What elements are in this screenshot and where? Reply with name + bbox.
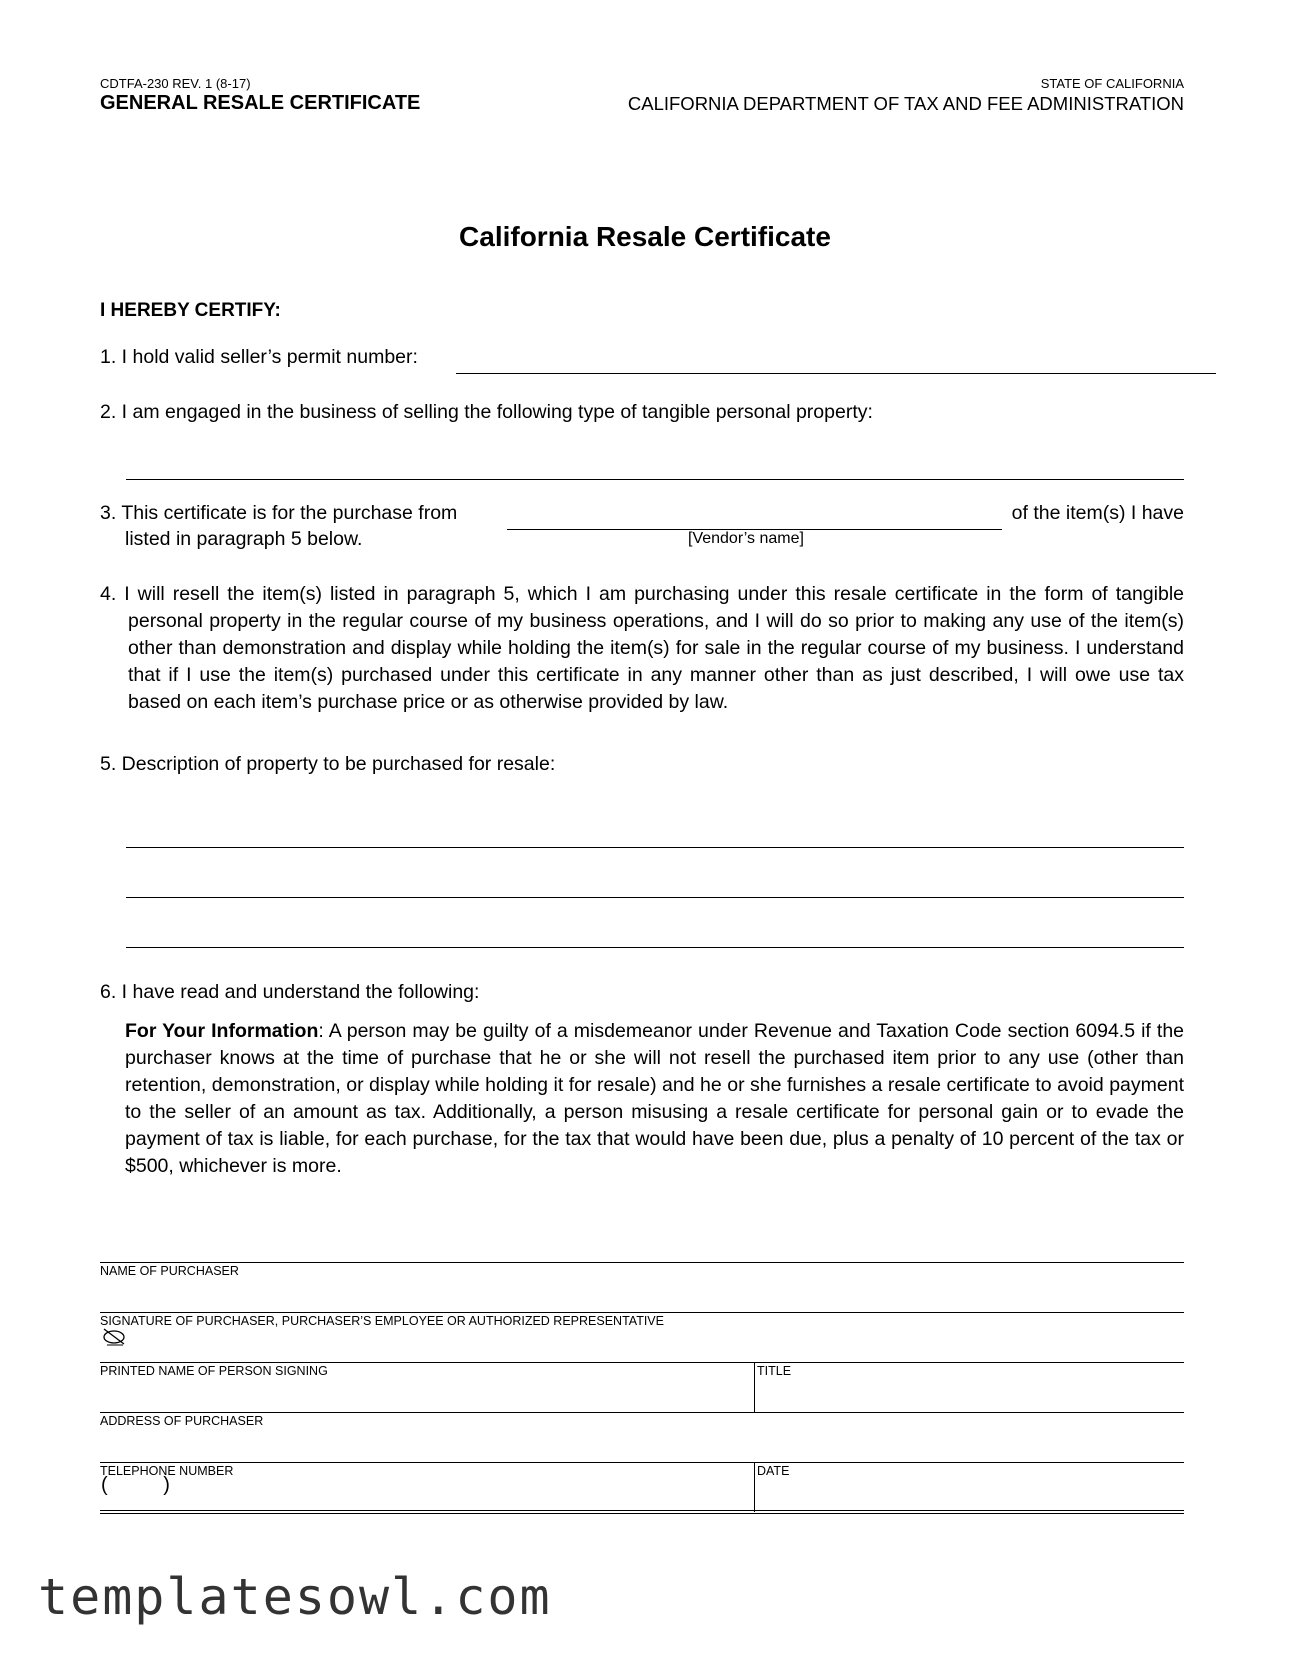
fyi-paragraph [125,1018,1184,1180]
form-id: CDTFA-230 REV. 1 (8-17) [100,76,251,91]
sellers-permit-field[interactable] [456,373,1216,374]
title-label: TITLE [757,1364,792,1378]
watermark: templatesowl.com [38,1568,552,1626]
form-name: GENERAL RESALE CERTIFICATE [100,92,421,114]
item-3-text-cont: listed in paragraph 5 below. [125,528,363,550]
item-3-text-end: of the item(s) I have [1011,502,1184,524]
description-line-3[interactable] [126,947,1184,948]
pen-icon [101,1326,127,1346]
description-line-1[interactable] [126,847,1184,848]
item-6-text: 6. I have read and understand the following: [100,981,480,1003]
fyi-text: : A person may be guilty of a misdemeanor under Revenue and Taxation Code section 6094.5 if the purchaser knows at the time of purchase that he or she will not resell the purchased item prior to any use (other than retention, demonstration, or display while holding it for resale) and he or she furnishes a resale certificate to avoid payment to the seller of an amount as tax. Additionally, a person misusing a resale certificate for personal gain or to evade the payment of tax is liable, for each purchase, for the tax that would have been due, plus a penalty of 10 percent of the tax or $500, whichever is more. [125,1020,1185,1177]
printed-name-field[interactable] [100,1362,1184,1363]
item-3-text: 3. This certificate is for the purchase from [100,502,458,524]
fyi-label: For Your Information [125,1020,319,1042]
bottom-border-2 [100,1513,1184,1514]
address-field[interactable] [100,1412,1184,1413]
certify-heading: I HEREBY CERTIFY: [100,300,281,321]
property-type-field[interactable] [126,479,1184,480]
item-5-text: 5. Description of property to be purchased for resale: [100,753,556,775]
telephone-placeholder: ( ) [101,1474,170,1496]
name-of-purchaser-field[interactable] [100,1262,1184,1263]
state-label: STATE OF CALIFORNIA [1040,76,1184,91]
date-divider [754,1462,755,1512]
bottom-border [100,1510,1184,1511]
signature-label: SIGNATURE OF PURCHASER, PURCHASER’S EMPLOYEE OR AUTHORIZED REPRESENTATIVE [100,1314,664,1328]
item-4-body: 4. I will resell the item(s) listed in paragraph 5, which I am purchasing under this resale certificate in the form of tangible personal property in the regular course of my business operations, and I will do so prior to making any use of the item(s) other than demonstration and display while holding the item(s) for sale in the regular course of my business. I understand that if I use the item(s) purchased under this certificate in any manner other than as just described, I will owe use tax based on each item’s purchase price or as otherwise provided by law. [100,583,1184,713]
address-label: ADDRESS OF PURCHASER [100,1414,264,1428]
printed-name-label: PRINTED NAME OF PERSON SIGNING [100,1364,328,1378]
date-label: DATE [757,1464,790,1478]
item-4-text [100,581,1184,716]
description-line-2[interactable] [126,897,1184,898]
telephone-field[interactable] [100,1462,1184,1463]
signature-field[interactable] [100,1312,1184,1313]
department-label: CALIFORNIA DEPARTMENT OF TAX AND FEE ADMINISTRATION [627,93,1184,114]
item-2-text: 2. I am engaged in the business of selling the following type of tangible personal property: [100,401,873,423]
title-divider [754,1362,755,1412]
item-1-text: 1. I hold valid seller’s permit number: [100,346,418,368]
vendor-name-label: [Vendor’s name] [688,530,804,547]
page-title: California Resale Certificate [459,221,831,252]
name-of-purchaser-label: NAME OF PURCHASER [100,1264,239,1278]
telephone-label: TELEPHONE NUMBER [100,1464,234,1478]
